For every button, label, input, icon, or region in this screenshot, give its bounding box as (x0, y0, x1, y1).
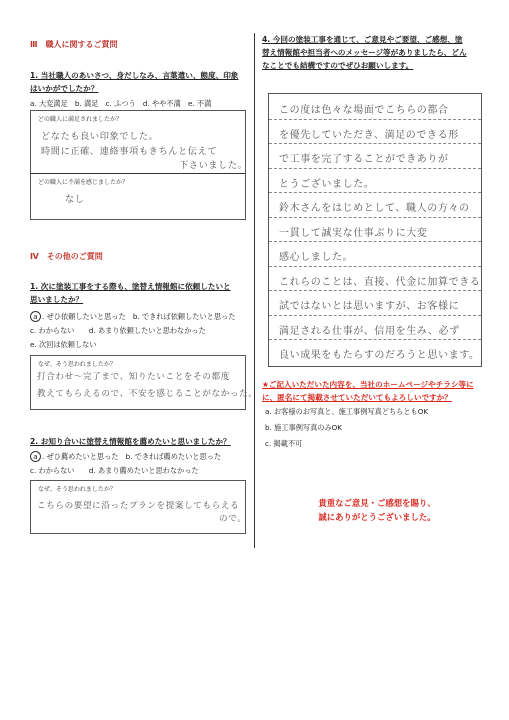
question-3-option-ab-text: . ぜひ薦めたいと思った b. できれば薦めたいと思った (42, 452, 222, 461)
question-3-line-1: 2. お知り合いに塗替え情報館を薦めたいと思いましたか？ (30, 437, 231, 446)
message-line: 一貫して誠実な仕事ぶりに大変 (279, 227, 428, 239)
message-line: で工事を完了することができありが (279, 154, 449, 165)
question-2-option-e: e. 次回は依頼しない (30, 340, 97, 349)
question-1-answer-box (30, 110, 246, 220)
thanks-line-2: 誠にありがとうございました。 (318, 512, 436, 522)
publish-option-c: c. 掲載不可 (265, 439, 303, 448)
question-1-line-1: 1. 当社職人のあいさつ、身だしなみ、言葉遣い、態度、印象 (30, 71, 239, 80)
bad-answer: なし (65, 194, 85, 205)
question-2-answer-box (30, 355, 258, 410)
dashed-ruling (269, 241, 481, 242)
message-line: を優先していただき、満足のできる形 (279, 129, 459, 141)
good-answer-2: 時間に正確、連絡事項もきちんと伝えて (41, 146, 218, 157)
dashed-ruling (269, 168, 481, 169)
message-line: 試ではないとは思いますが、お客様に (279, 301, 460, 312)
message-line: 感心しました。 (279, 252, 354, 263)
question-1 (30, 69, 245, 95)
why-label: なぜ、そう思われましたか？ (38, 361, 116, 368)
section-3-title: Ⅲ 職人に関するご質問 (30, 40, 118, 49)
question-1-options: a. 大変満足 b. 満足 c. ふつう d. やや不満 e. 不満 (30, 99, 212, 108)
selected-circle: a (30, 311, 41, 322)
question-2-option-ab-text: . ぜひ依頼したいと思った b. できれば依頼したいと思った (42, 312, 236, 321)
dashed-ruling (269, 315, 481, 316)
message-box (268, 93, 482, 367)
message-line: 鈴木さんをはじめとして、職人の方々の (279, 203, 470, 214)
why-answer-2: 教えてもらえるので、不安を感じることがなかった。 (37, 389, 258, 399)
publish-line-1: ★ご記入いただいた内容を、当社のホームページやチラシ等に (262, 380, 474, 389)
question-4 (262, 33, 487, 72)
why-answer-1: 打合わせ〜完了まで、知りたいことをその都度 (37, 372, 230, 382)
why-answer-4: ので。 (219, 514, 247, 524)
message-line: とうございました。 (279, 178, 375, 190)
question-4-line-1: 4. 今回の塗装工事を通じて、ご意見やご要望、ご感想、塗 (262, 35, 463, 44)
question-1-line-2: はいかがでしたか？ (30, 84, 99, 93)
question-2-option-cd: c. わからない d. あまり依頼したいと思わなかった (30, 326, 206, 335)
question-2 (30, 280, 245, 306)
message-line: これらのことは、直接、代金に加算できる (279, 276, 481, 288)
question-4-line-2: 替え情報館や担当者へのメッセージ等がありましたら、どん (262, 48, 467, 57)
column-divider (254, 33, 255, 548)
question-3 (30, 435, 250, 448)
box-divider (31, 173, 245, 174)
question-4-line-3: なことでも結構ですのでぜひお願いします。 (262, 61, 414, 70)
question-3-option-ab (30, 451, 221, 462)
dashed-ruling (269, 290, 481, 291)
question-3-option-cd: c. わからない d. あまり薦めたいと思わなかった (30, 466, 199, 475)
message-line: 良い成果をもたらすのだろうと思います。 (279, 350, 480, 361)
section-4-title: Ⅳ その他のご質問 (30, 252, 103, 261)
dashed-ruling (269, 119, 481, 120)
dashed-ruling (269, 217, 481, 218)
publish-question (262, 378, 502, 404)
dashed-ruling (269, 143, 481, 144)
question-2-line-1: 1. 次に塗装工事をする際も、塗替え情報館に依頼したいと (30, 282, 231, 291)
thanks-message (262, 496, 492, 524)
why-label-2: なぜ、そう思われましたか？ (38, 486, 116, 493)
dashed-ruling (269, 192, 481, 193)
question-2-line-2: 思いましたか？ (30, 295, 84, 304)
why-answer-3: こちらの要望に沿ったプランを提案してもらえる (37, 501, 240, 511)
thanks-line-1: 貴重なご意見・ご感想を賜り、 (318, 498, 436, 508)
question-3-answer-box (30, 480, 246, 534)
good-label: どの職人に満足されましたか？ (38, 116, 123, 123)
dashed-ruling (269, 266, 481, 267)
selected-circle: a (30, 451, 41, 462)
publish-option-a: a. お客様のお写真と、施工事例写真どちらともOK (265, 407, 429, 416)
good-answer-3: 下さいました。 (179, 160, 248, 171)
question-2-option-ab (30, 311, 235, 322)
bad-label: どの職人に不満を感じましたか？ (38, 179, 129, 186)
good-answer-1: どなたも良い印象でした。 (41, 131, 159, 142)
publish-option-b: b. 施工事例写真のみOK (265, 423, 343, 432)
message-line: 満足される仕事が、信用を生み、必ず (279, 325, 460, 337)
message-line: この度は色々な場面でこちらの都合 (279, 105, 449, 116)
publish-line-2: に、匿名にて掲載させていただいてもよろしいですか？ (262, 393, 452, 402)
dashed-ruling (269, 339, 481, 340)
